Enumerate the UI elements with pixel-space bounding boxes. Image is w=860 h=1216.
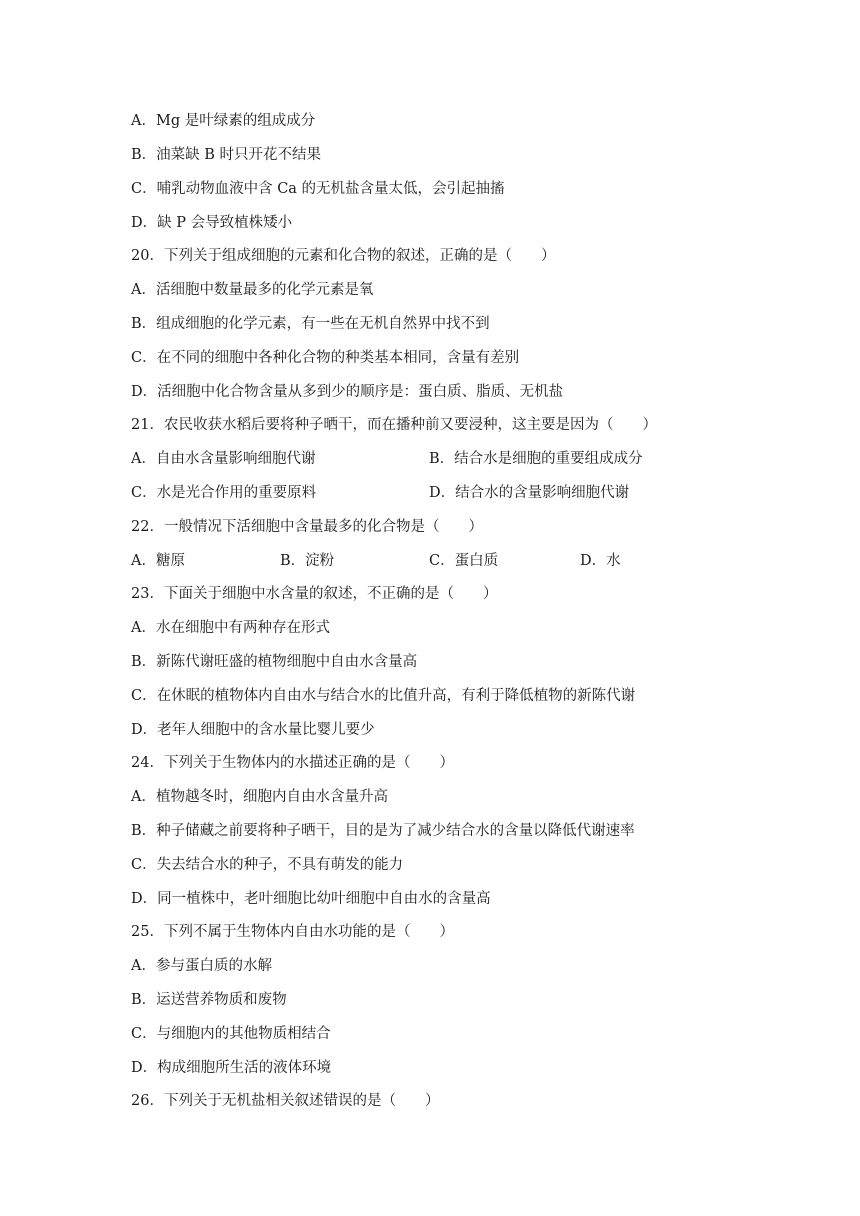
q20-option-a: A．活细胞中数量最多的化学元素是氧 xyxy=(131,282,374,298)
q25-option-a: A．参与蛋白质的水解 xyxy=(131,958,272,974)
q20-stem: 20．下列关于组成细胞的元素和化合物的叙述，正确的是（ ） xyxy=(131,248,556,264)
q22-option-c: C．蛋白质 xyxy=(429,553,499,569)
q21-option-a: A．自由水含量影响细胞代谢 xyxy=(131,451,316,467)
q25-option-b: B．运送营养物质和废物 xyxy=(131,992,287,1008)
q21-option-b: B．结合水是细胞的重要组成成分 xyxy=(429,451,643,467)
q19-option-d: D．缺 P 会导致植株矮小 xyxy=(131,215,293,231)
q19-option-a: A．Mg 是叶绿素的组成成分 xyxy=(131,113,316,129)
q20-option-b: B．组成细胞的化学元素，有一些在无机自然界中找不到 xyxy=(131,316,490,332)
q20-option-c: C．在不同的细胞中各种化合物的种类基本相同，含量有差别 xyxy=(131,350,520,366)
q19-option-c: C．哺乳动物血液中含 Ca 的无机盐含量太低，会引起抽搐 xyxy=(131,181,505,197)
q23-option-d: D．老年人细胞中的含水量比婴儿要少 xyxy=(131,722,375,738)
q23-stem: 23．下面关于细胞中水含量的叙述，不正确的是（ ） xyxy=(131,586,498,602)
q21-option-c: C．水是光合作用的重要原料 xyxy=(131,485,317,501)
q23-option-b: B．新陈代谢旺盛的植物细胞中自由水含量高 xyxy=(131,654,418,670)
q21-options-row-2 xyxy=(131,483,731,503)
q20-option-d: D．活细胞中化合物含量从多到少的顺序是：蛋白质、脂质、无机盐 xyxy=(131,384,564,400)
q24-option-d: D．同一植株中，老叶细胞比幼叶细胞中自由水的含量高 xyxy=(131,891,491,907)
q21-options-row-1 xyxy=(131,449,731,469)
q19-option-b: B．油菜缺 B 时只开花不结果 xyxy=(131,147,322,163)
q26-stem: 26．下列关于无机盐相关叙述错误的是（ ） xyxy=(131,1093,440,1109)
q23-option-c: C．在休眠的植物体内自由水与结合水的比值升高，有利于降低植物的新陈代谢 xyxy=(131,688,636,704)
q24-option-c: C．失去结合水的种子，不具有萌发的能力 xyxy=(131,857,404,873)
q22-option-b: B．淀粉 xyxy=(280,553,335,569)
q25-option-d: D．构成细胞所生活的液体环境 xyxy=(131,1060,332,1076)
q21-stem: 21．农民收获水稻后要将种子晒干，而在播种前又要浸种，这主要是因为（ ） xyxy=(131,417,657,433)
q22-option-d: D．水 xyxy=(580,553,621,569)
q24-option-b: B．种子储藏之前要将种子晒干，目的是为了减少结合水的含量以降低代谢速率 xyxy=(131,823,635,839)
q24-option-a: A．植物越冬时，细胞内自由水含量升高 xyxy=(131,789,388,805)
q22-option-a: A．糖原 xyxy=(131,553,185,569)
q25-option-c: C．与细胞内的其他物质相结合 xyxy=(131,1026,331,1042)
q22-options-row xyxy=(131,551,731,571)
q24-stem: 24．下列关于生物体内的水描述正确的是（ ） xyxy=(131,755,454,771)
q25-stem: 25．下列不属于生物体内自由水功能的是（ ） xyxy=(131,924,454,940)
q21-option-d: D．结合水的含量影响细胞代谢 xyxy=(429,485,630,501)
q23-option-a: A．水在细胞中有两种存在形式 xyxy=(131,620,330,636)
q22-stem: 22．一般情况下活细胞中含量最多的化合物是（ ） xyxy=(131,519,483,535)
